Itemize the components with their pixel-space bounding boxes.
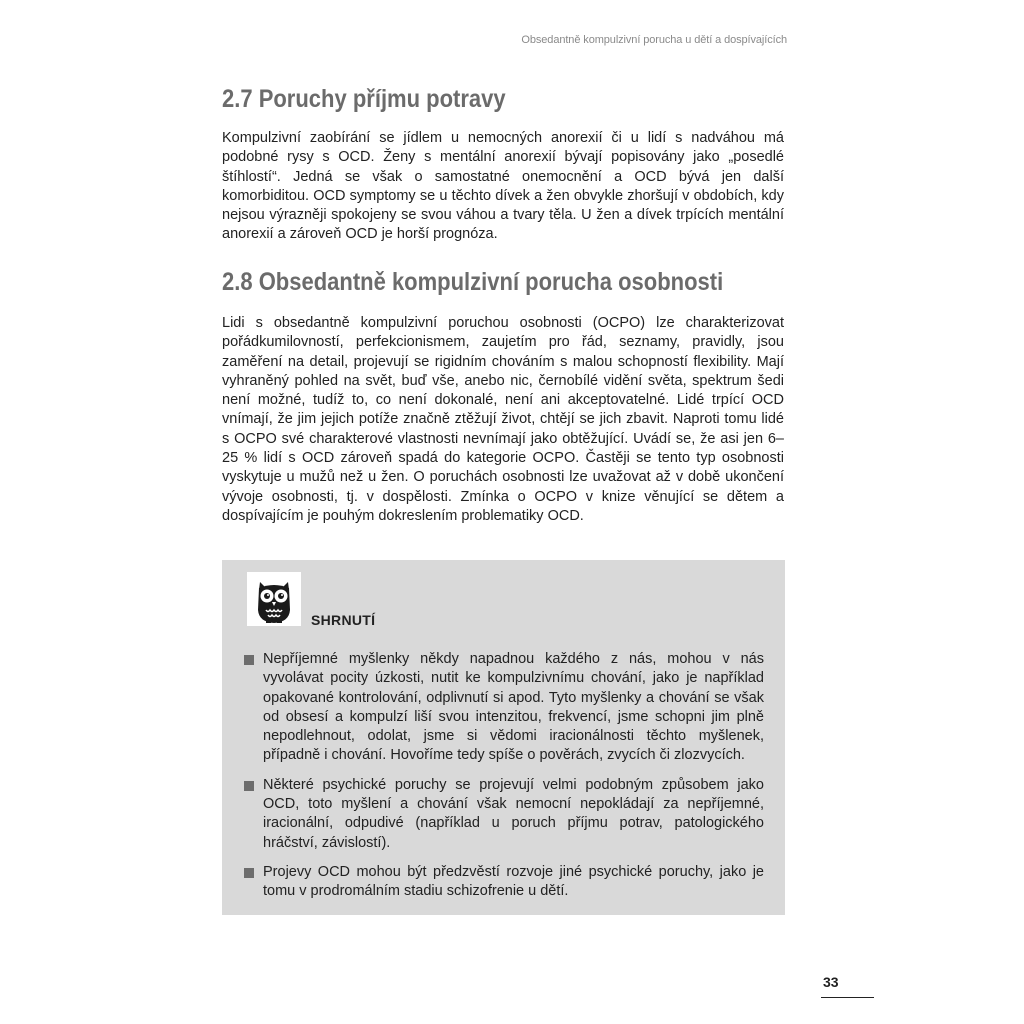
- summary-item: [244, 650, 764, 766]
- page-number-rule: [821, 997, 874, 998]
- summary-item: [244, 863, 764, 902]
- section-paragraph-2-7: Kompulzivní zaobírání se jídlem u nemocných anorexií či u lidí s nadváhou má podobné rysy s OCD. Ženy s mentální anorexií bývají popisovány jako „posedlé štíhlostí“. Jedná se však o samostatné onemocnění a OCD bývá jen další komorbiditou. OCD symptomy se u těchto dívek a žen obvykle zhoršují v obdobích, kdy nejsou výrazněji spokojeny se svou váhou a tvary těla. U žen a dívek trpících mentální anorexií a zároveň OCD je horší prognóza.: [222, 130, 784, 243]
- summary-title: SHRNUTÍ: [311, 612, 376, 628]
- page-number: 33: [823, 974, 839, 990]
- square-bullet-icon: [244, 868, 254, 878]
- running-header: Obsedantně kompulzivní porucha u dětí a dospívajících: [521, 34, 787, 46]
- summary-item-text: Nepříjemné myšlenky někdy napadnou každého z nás, mohou v nás vyvolávat pocity úzkosti, nutit ke kompulzivnímu chování, jako je například opakované kontrolování, odplivnutí si apod. Tyto myšlenky a chování se však od obsesí a kompulzí liší svou intenzitou, frekvencí, jsme schopni jim plně nepodlehnout, odolat, jsme si vědomi iracionálnosti těchto myšlenek, případně i chování. Hovoříme tedy spíše o pověrách, zvycích či zlozvycích.: [263, 651, 764, 764]
- summary-box: [222, 560, 785, 915]
- summary-item-text: Některé psychické poruchy se projevují velmi podobným způsobem jako OCD, toto myšlení a chování však nemocní nepokládají za nepříjemné, iracionální, odpudivé (například u poruch příjmu potrav, patologického hráčství, závislostí).: [263, 776, 764, 851]
- summary-item-text: Projevy OCD mohou být předzvěstí rozvoje jiné psychické poruchy, jako je tomu v prodromálním stadiu schizofrenie u dětí.: [263, 863, 764, 900]
- summary-list: [244, 650, 764, 912]
- section-heading-2-8: 2.8 Obsedantně kompulzivní porucha osobnosti: [222, 268, 724, 296]
- owl-icon: [247, 572, 301, 626]
- square-bullet-icon: [244, 781, 254, 791]
- summary-item: [244, 776, 764, 853]
- square-bullet-icon: [244, 655, 254, 665]
- section-heading-2-7: 2.7 Poruchy příjmu potravy: [222, 85, 506, 113]
- section-paragraph-2-8: Lidi s obsedantně kompulzivní poruchou osobnosti (OCPO) lze charakterizovat pořádkumilovností, perfekcionismem, zaujetím pro řád, seznamy, pravidly, jsou zaměření na detail, projevují se rigidním chováním s malou schopností flexibility. Mají vyhraněný pohled na svět, buď vše, anebo nic, černobílé vidění světa, spektrum šedi není možné, tudíž to, co není dokonalé, není ani akceptovatelné. Lidé trpící OCD vnímají, že jim jejich potíže značně ztěžují život, chtějí se jich zbavit. Naproti tomu lidé s OCPO své charakterové vlastnosti nevnímají jako obtěžující. Uvádí se, že asi jen 6–25 % lidí s OCD zároveň spadá do kategorie OCPO. Častěji se tento typ osobnosti vyskytuje u mužů než u žen. O poruchách osobnosti lze uvažovat až v době ukončení vývoje osobnosti, tj. v dospělosti. Zmínka o OCPO v knize věnující se dětem a dospívajícím je pouhým dokreslením problematiky OCD.: [222, 315, 784, 524]
